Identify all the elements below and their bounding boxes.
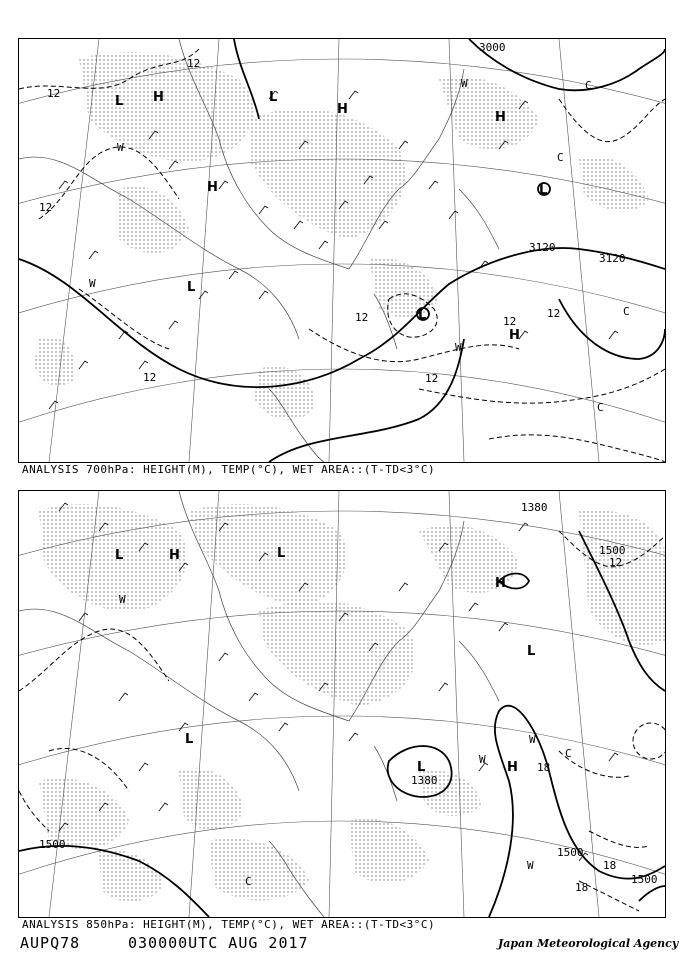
cold-center-marker: C	[565, 747, 572, 760]
low-pressure-marker: L	[115, 94, 124, 109]
warm-center-marker: W	[529, 733, 536, 746]
isotherm-label: 12	[425, 372, 439, 385]
warm-center-marker: W	[119, 593, 126, 606]
contour-label: 3120	[599, 252, 626, 265]
isotherm-label: 12	[503, 315, 517, 328]
high-pressure-marker: H	[507, 760, 518, 775]
contour-label: 3120	[529, 241, 556, 254]
high-pressure-marker: H	[153, 90, 164, 105]
wet-area-shading	[39, 504, 665, 901]
isotherm-label: 18	[575, 881, 589, 894]
chart-caption-700hpa: ANALYSIS 700hPa: HEIGHT(M), TEMP(°C), WET AREA::(T-TD<3°C)	[22, 463, 436, 476]
warm-center-marker: W	[527, 859, 534, 872]
agency-credit: Japan Meteorological Agency	[498, 937, 679, 950]
isotherm-label: 12	[47, 87, 61, 100]
isotherm-label: 12	[609, 556, 623, 569]
high-pressure-marker: H	[495, 576, 506, 591]
high-pressure-marker: H	[495, 110, 506, 125]
contour-label: 1500	[557, 846, 584, 859]
contour-label: 1380	[521, 501, 548, 514]
low-pressure-marker: L	[527, 644, 536, 659]
cold-center-marker: C	[623, 305, 630, 318]
low-pressure-marker: L	[418, 308, 427, 323]
cold-center-marker: C	[245, 875, 252, 888]
isotherm-label: 12	[39, 201, 53, 214]
cold-center-marker: C	[585, 79, 592, 92]
low-pressure-marker: L	[187, 280, 196, 295]
contour-label: 1500	[39, 838, 66, 851]
low-pressure-marker: L	[417, 760, 426, 775]
low-pressure-marker: L	[539, 183, 548, 198]
low-pressure-marker: L	[269, 90, 278, 105]
map-panel-850hpa	[18, 490, 666, 918]
warm-center-marker: W	[461, 77, 468, 90]
cold-center-marker: C	[557, 151, 564, 164]
map-panel-700hpa	[18, 38, 666, 463]
chart-code: AUPQ78	[20, 934, 81, 952]
chart-valid-time: 030000UTC AUG 2017	[128, 934, 309, 952]
contour-label: 1500	[599, 544, 626, 557]
warm-center-marker: W	[89, 277, 96, 290]
warm-center-marker: W	[479, 753, 486, 766]
contour-label: 3000	[479, 41, 506, 54]
weather-chart-700hpa	[19, 39, 665, 462]
isotherm-label: 18	[537, 761, 551, 774]
isotherm-label: 12	[187, 57, 201, 70]
isotherm-label: 18	[603, 859, 617, 872]
high-pressure-marker: H	[169, 548, 180, 563]
warm-center-marker: W	[117, 141, 124, 154]
contour-label: 1500	[631, 873, 658, 886]
low-pressure-marker: L	[185, 732, 194, 747]
isotherm-label: 12	[143, 371, 157, 384]
cold-center-marker: C	[597, 401, 604, 414]
low-pressure-marker: L	[277, 546, 286, 561]
high-pressure-marker: H	[207, 180, 218, 195]
high-pressure-marker: H	[509, 328, 520, 343]
isotherm-label: 12	[547, 307, 561, 320]
contour-label: 1380	[411, 774, 438, 787]
high-pressure-marker: H	[337, 102, 348, 117]
chart-caption-850hpa: ANALYSIS 850hPa: HEIGHT(M), TEMP(°C), WET AREA::(T-TD<3°C)	[22, 918, 436, 931]
isotherm-label: 12	[355, 311, 369, 324]
warm-center-marker: W	[455, 341, 462, 354]
low-pressure-marker: L	[115, 548, 124, 563]
weather-chart-850hpa	[19, 491, 665, 917]
